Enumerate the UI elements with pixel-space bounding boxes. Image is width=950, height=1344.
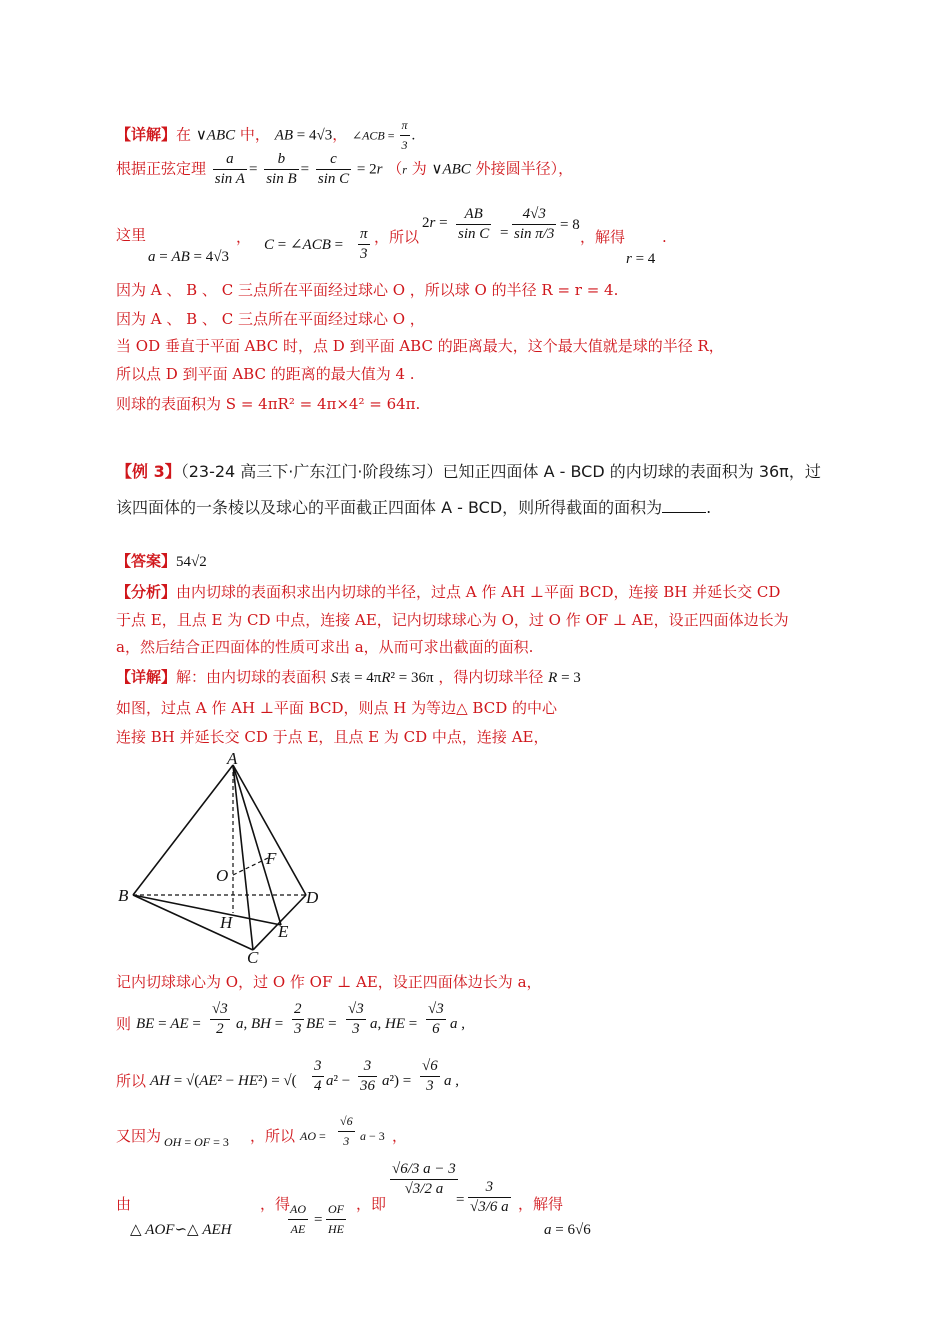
detail1-line5: 因为 A 、 B 、 C 三点所在平面经过球心 O ， — [116, 310, 425, 328]
detail1-line4: 因为 A 、 B 、 C 三点所在平面经过球心 O ，所以球 O 的半径 R = r = 4. — [116, 281, 619, 299]
label-H: H — [220, 913, 233, 932]
label-B: B — [118, 886, 129, 905]
example3-line2: 该四面体的一条棱以及球心的平面截正四面体 A - BCD，则所得截面的面积为 . — [116, 498, 712, 517]
detail2-line2: 如图，过点 A 作 AH ⊥平面 BCD，则点 H 为等边△ BCD 的中心 — [116, 699, 557, 717]
label-E: E — [278, 922, 289, 941]
detail2-line3: 连接 BH 并延长交 CD 于点 E，且点 E 为 CD 中点，连接 AE， — [116, 728, 549, 746]
detail2-line1: 【详解】解：由内切球的表面积 S表 = 4πR² = 36π ，得内切球半径 R = 3 — [116, 668, 581, 686]
pi-over-3: $\frac{\pi}{3}$ — [401, 118, 408, 152]
detail1-line6: 当 OD 垂直于平面 ABC 时，点 D 到平面 ABC 的距离最大，这个最大值就是球的半径 R， — [116, 337, 724, 355]
label-D: D — [306, 888, 319, 907]
detail1-line2: 根据正弦定理 $\frac{a}{\text{sin A}}$ = $\frac{b}{\text{sin B}}$ = $\frac{c}{\text{sin C}}$ = 2r （r 为 ∨ABC 外接圆半径）， — [116, 151, 574, 187]
analysis-line2: 于点 E，且点 E 为 CD 中点，连接 AE，记内切球球心为 O，过 O 作 OF ⊥ AE，设正四面体边长为 — [116, 611, 789, 629]
detail1-line7: 所以点 D 到平面 ABC 的距离的最大值为 4 . — [116, 365, 415, 383]
answer-blank — [662, 498, 706, 513]
detail1-line8: 则球的表面积为 S = 4πR² = 4π×4² = 64π. — [116, 395, 421, 413]
analysis-line1: 【分析】由内切球的表面积求出内切球的半径，过点 A 作 AH ⊥平面 BCD，连接 BH 并延长交 CD — [116, 583, 781, 601]
label-C: C — [247, 948, 259, 965]
detail2-line4: 记内切球球心为 O，过 O 作 OF ⊥ AE，设正四面体边长为 a， — [116, 973, 542, 991]
example3-line1: 【例 3】（23-24 高三下·广东江门·阶段练习）已知正四面体 A - BCD 的内切球的表面积为 36π，过 — [116, 462, 821, 481]
detail1-line1: 【详解】在 ∨ABC 中， AB = 4√3， ∠ACB = $\frac{\pi}{3}$ . — [116, 116, 415, 155]
label-A: A — [227, 750, 238, 768]
label-O: O — [216, 866, 229, 885]
label-F: F — [266, 849, 277, 868]
answer-line: 【答案】54√2 — [116, 552, 207, 570]
analysis-line3: a，然后结合正四面体的性质可求出 a，从而可求出截面的面积. — [116, 638, 534, 656]
tetrahedron-figure — [108, 750, 328, 965]
